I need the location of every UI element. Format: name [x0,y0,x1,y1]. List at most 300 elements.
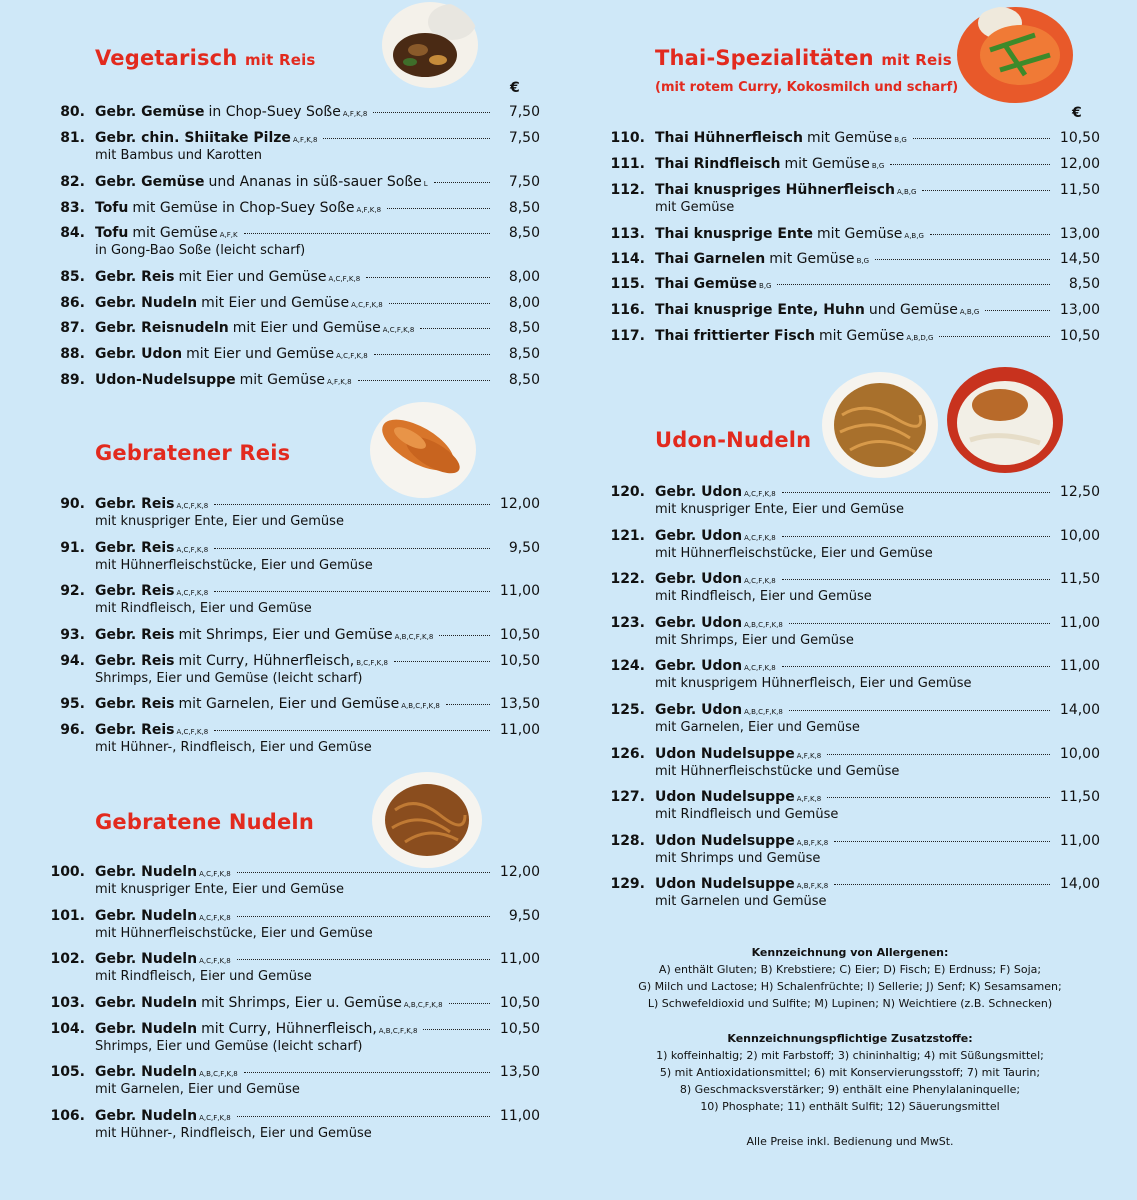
item-description: mit Rindfleisch, Eier und Gemüse [95,969,312,984]
item-allergens: A,B,C,F,K,8 [394,633,434,641]
leader-dots [834,884,1050,885]
item-number: 126. [610,746,645,762]
item-line [95,104,540,123]
item-price: 11,00 [1059,833,1100,849]
item-name: Thai Rindfleisch [655,156,781,172]
leader-dots [782,492,1050,493]
item-number: 129. [610,876,645,892]
item-allergens: A,F,K,8 [342,110,368,118]
item-name: Gebr. Reis [95,722,175,738]
menu-item [600,226,1100,248]
leader-dots [875,259,1050,260]
fried-noodles-photo [370,770,485,870]
menu-item [600,251,1100,273]
item-detail: mit Gemüse [784,156,870,172]
leader-dots [777,284,1050,285]
item-price: 10,00 [1059,528,1100,544]
item-price: 11,00 [499,583,540,599]
item-line [95,995,540,1014]
item-number: 122. [610,571,645,587]
item-description: mit Hühnerfleischstücke, Eier und Gemüse [655,546,933,561]
item-detail: mit Gemüse in Chop-Suey Soße [132,200,355,216]
item-name: Gebr. Nudeln [95,1064,198,1080]
menu-item [40,1064,540,1097]
item-name: Gebr. Nudeln [95,1108,198,1124]
thai-subtitle: (mit rotem Curry, Kokosmilch und scharf) [655,80,959,95]
item-price: 9,50 [508,540,540,556]
item-price: 14,00 [1059,702,1100,718]
item-number: 105. [50,1064,85,1080]
item-detail: mit Eier und Gemüse [178,269,327,285]
item-allergens: A,C,F,K,8 [351,301,383,309]
item-price: 8,00 [508,295,540,311]
item-number: 125. [610,702,645,718]
item-detail: mit Eier und Gemüse [186,346,335,362]
item-number: 111. [610,156,645,172]
item-name: Gebr. Nudeln [95,908,198,924]
item-price: 13,50 [499,1064,540,1080]
item-name: Gebr. Udon [655,528,743,544]
allergen-legend [600,944,1100,1012]
item-number: 85. [60,269,85,285]
item-allergens: A,C,F,K,8 [744,664,776,672]
additive-line: 5) mit Antioxidationsmittel; 6) mit Konservierungsstoff; 7) mit Taurin; [659,1066,1041,1079]
item-name: Udon-Nudelsuppe [95,372,236,388]
item-allergens: B,G [871,162,885,170]
price-footer: Alle Preise inkl. Bedienung und MwSt. [746,1135,954,1148]
item-number: 120. [610,484,645,500]
menu-item [40,225,540,258]
item-name: Gebr. chin. Shiitake Pilze [95,130,291,146]
item-allergens: A,C,F,K,8 [744,534,776,542]
item-name: Gebr. Reisnudeln [95,320,229,336]
leader-dots [237,1116,490,1117]
item-name: Udon Nudelsuppe [655,746,795,762]
item-allergens: A,B,G [959,308,980,316]
menu-item [40,104,540,126]
leader-dots [434,182,490,183]
item-price: 7,50 [508,130,540,146]
item-description: mit knuspriger Ente, Eier und Gemüse [655,502,904,517]
item-price: 10,50 [1059,130,1100,146]
item-number: 82. [60,174,85,190]
item-description: mit Rindfleisch, Eier und Gemüse [655,589,872,604]
item-name: Thai knuspriges Hühnerfleisch [655,182,895,198]
item-price: 12,50 [1059,484,1100,500]
section-title-nudeln: Gebratene Nudeln [95,810,314,834]
leader-dots [237,916,490,917]
item-name: Gebr. Gemüse [95,174,205,190]
additive-heading: Kennzeichnungspflichtige Zusatzstoffe: [727,1032,973,1045]
item-name: Gebr. Reis [95,496,175,512]
item-name: Thai knusprige Ente, Huhn [655,302,865,318]
item-number: 113. [610,226,645,242]
thai-curry-photo [955,5,1075,105]
item-price: 8,50 [508,320,540,336]
item-line [655,130,1100,149]
item-price: 8,50 [508,346,540,362]
item-number: 86. [60,295,85,311]
leader-dots [789,710,1050,711]
item-line [95,627,540,646]
allergen-line: G) Milch und Lactose; H) Schalenfrüchte; I) Sellerie; J) Senf; K) Sesamsamen; [638,980,1062,993]
item-price: 11,00 [1059,615,1100,631]
item-price: 13,50 [499,696,540,712]
item-description: mit Rindfleisch, Eier und Gemüse [95,601,312,616]
item-detail: und Ananas in süß-sauer Soße [208,174,422,190]
leader-dots [373,112,490,113]
menu-item [600,702,1100,735]
item-description: mit Gemüse [655,200,735,215]
leader-dots [374,354,490,355]
item-description: mit Hühner-, Rindfleisch, Eier und Gemüse [95,740,372,755]
menu-item [40,346,540,368]
item-line [655,276,1100,295]
item-allergens: A,F,K [219,231,238,239]
section-title-thai: Thai-Spezialitäten mit Reis [655,46,952,70]
additive-legend [600,1030,1100,1115]
leader-dots [439,635,490,636]
item-line [95,269,540,288]
item-description: mit Hühner-, Rindfleisch, Eier und Gemüse [95,1126,372,1141]
menu-item [600,876,1100,909]
menu-item [40,653,540,686]
menu-item [40,496,540,529]
item-price: 10,50 [499,653,540,669]
item-detail: mit Curry, Hühnerfleisch, [178,653,355,669]
menu-item [600,484,1100,517]
item-number: 116. [610,302,645,318]
item-number: 80. [60,104,85,120]
item-allergens: A,C,F,K,8 [199,1114,231,1122]
item-allergens: A,C,F,K,8 [199,957,231,965]
item-number: 87. [60,320,85,336]
item-description: mit knuspriger Ente, Eier und Gemüse [95,882,344,897]
allergen-heading: Kennzeichnung von Allergenen: [751,946,949,959]
menu-item [40,372,540,394]
item-allergens: A,C,F,K,8 [176,589,209,597]
item-allergens: A,C,F,K,8 [328,275,361,283]
item-name: Gebr. Udon [95,346,183,362]
menu-item [40,269,540,291]
item-price: 14,50 [1059,251,1100,267]
item-number: 127. [610,789,645,805]
section-title-reis: Gebratener Reis [95,441,291,465]
item-number: 81. [60,130,85,146]
leader-dots [782,579,1050,580]
item-number: 102. [50,951,85,967]
section-title-udon: Udon-Nudeln [655,428,812,452]
leader-dots [789,623,1050,624]
item-name: Thai knusprige Ente [655,226,814,242]
item-price: 11,00 [499,951,540,967]
item-allergens: A,B,D,G [906,334,934,342]
item-description: mit knusprigem Hühnerfleisch, Eier und Gemüse [655,676,972,691]
item-number: 128. [610,833,645,849]
item-price: 7,50 [508,174,540,190]
item-description: Shrimps, Eier und Gemüse (leicht scharf) [95,671,363,686]
item-line [655,251,1100,270]
item-number: 103. [50,995,85,1011]
item-allergens: A,F,K,8 [292,136,318,144]
leader-dots [389,303,490,304]
item-number: 115. [610,276,645,292]
leader-dots [387,208,490,209]
item-detail: mit Gemüse [239,372,325,388]
item-number: 121. [610,528,645,544]
leader-dots [323,138,490,139]
allergen-line: A) enthält Gluten; B) Krebstiere; C) Eier; D) Fisch; E) Erdnuss; F) Soja; [658,963,1042,976]
item-detail: mit Gemüse [769,251,855,267]
item-allergens: A,F,K,8 [796,752,822,760]
item-detail: mit Curry, Hühnerfleisch, [201,1021,377,1037]
item-detail: und Gemüse [868,302,958,318]
leader-dots [366,277,490,278]
item-price: 8,00 [508,269,540,285]
item-name: Thai Gemüse [655,276,758,292]
menu-item [40,951,540,984]
menu-item [600,156,1100,178]
menu-item [600,789,1100,822]
item-detail: mit Garnelen, Eier und Gemüse [178,696,400,712]
item-price: 11,00 [499,1108,540,1124]
menu-item [40,174,540,196]
leader-dots [244,1072,490,1073]
item-detail: in Chop-Suey Soße [208,104,341,120]
item-detail: mit Gemüse [806,130,893,146]
item-number: 110. [610,130,645,146]
item-name: Gebr. Reis [95,269,175,285]
item-allergens: A,F,K,8 [356,206,382,214]
item-price: 11,00 [1059,658,1100,674]
item-detail: mit Gemüse [817,226,903,242]
item-allergens: A,C,F,K,8 [336,352,368,360]
item-allergens: A,B,G [896,188,917,196]
item-description: mit Hühnerfleischstücke, Eier und Gemüse [95,558,373,573]
item-number: 95. [60,696,85,712]
menu-item [40,995,540,1017]
item-allergens: A,B,C,F,K,8 [403,1001,443,1009]
leader-dots [237,872,490,873]
leader-dots [394,661,490,662]
item-number: 112. [610,182,645,198]
leader-dots [449,1003,490,1004]
item-name: Tofu [95,200,129,216]
item-allergens: A,B,C,F,K,8 [199,1070,238,1078]
item-allergens: A,B,G [904,232,924,240]
menu-item [600,615,1100,648]
item-allergens: A,C,F,K,8 [199,870,231,878]
item-allergens: A,C,F,K,8 [176,546,209,554]
item-allergens: A,B,C,F,K,8 [744,621,783,629]
leader-dots [423,1029,490,1030]
leader-dots [446,704,490,705]
item-price: 7,50 [508,104,540,120]
item-name: Udon Nudelsuppe [655,789,795,805]
item-allergens: A,B,F,K,8 [796,882,829,890]
item-price: 10,50 [499,627,540,643]
item-name: Gebr. Nudeln [95,295,198,311]
item-price: 8,50 [1068,276,1100,292]
item-allergens: A,C,F,K,8 [744,490,776,498]
item-name: Gebr. Udon [655,615,743,631]
leader-dots [827,754,1050,755]
additive-line: 10) Phosphate; 11) enthält Sulfit; 12) Säuerungsmittel [700,1100,1000,1113]
item-allergens: A,B,C,F,K,8 [744,708,783,716]
menu-item [40,295,540,317]
item-description: mit Shrimps und Gemüse [655,851,821,866]
menu-item [600,276,1100,298]
item-detail: mit Gemüse [818,328,905,344]
leader-dots [985,310,1050,311]
item-line [655,328,1100,347]
menu-item [40,583,540,616]
item-allergens: B,C,F,K,8 [356,659,388,667]
item-number: 93. [60,627,85,643]
item-name: Gebr. Reis [95,653,175,669]
menu-item [40,540,540,573]
item-number: 106. [50,1108,85,1124]
item-number: 84. [60,225,85,241]
menu-item [40,627,540,649]
additive-line: 1) koffeinhaltig; 2) mit Farbstoff; 3) chininhaltig; 4) mit Süßungsmittel; [656,1049,1044,1062]
item-line [95,295,540,314]
item-price: 8,50 [508,372,540,388]
item-number: 117. [610,328,645,344]
leader-dots [214,504,490,505]
item-allergens: A,F,K,8 [796,795,822,803]
item-price: 11,00 [499,722,540,738]
item-line [655,302,1100,321]
item-line [95,346,540,365]
menu-item [600,571,1100,604]
udon-noodles-photo [820,370,940,480]
leader-dots [214,548,490,549]
item-price: 12,00 [499,864,540,880]
item-line [95,174,540,193]
menu-item [600,302,1100,324]
item-name: Gebr. Reis [95,540,175,556]
item-price: 10,50 [499,995,540,1011]
menu-item [600,658,1100,691]
item-description: mit Rindfleisch und Gemüse [655,807,839,822]
allergen-line: L) Schwefeldioxid und Sulfite; M) Lupinen; N) Weichtiere (z.B. Schnecken) [647,997,1053,1010]
item-line [95,200,540,219]
menu-item [600,130,1100,152]
item-description: mit Hühnerfleischstücke, Eier und Gemüse [95,926,373,941]
item-number: 88. [60,346,85,362]
menu-item [40,908,540,941]
item-number: 89. [60,372,85,388]
item-name: Gebr. Reis [95,627,175,643]
item-name: Gebr. Udon [655,571,743,587]
item-price: 14,00 [1059,876,1100,892]
item-allergens: A,C,F,K,8 [744,577,776,585]
item-number: 123. [610,615,645,631]
item-price: 12,00 [1059,156,1100,172]
item-name: Gebr. Gemüse [95,104,205,120]
item-allergens: L [423,180,428,188]
leader-dots [939,336,1050,337]
item-price: 8,50 [508,225,540,241]
menu-item [600,528,1100,561]
item-allergens: A,C,F,K,8 [176,502,209,510]
leader-dots [782,666,1050,667]
item-name: Thai frittierter Fisch [655,328,815,344]
leader-dots [214,591,490,592]
item-detail: mit Eier und Gemüse [232,320,381,336]
item-name: Gebr. Nudeln [95,951,198,967]
item-name: Gebr. Nudeln [95,864,198,880]
menu-item [600,833,1100,866]
item-allergens: A,B,F,K,8 [796,839,829,847]
item-number: 91. [60,540,85,556]
item-number: 96. [60,722,85,738]
menu-item [40,320,540,342]
item-allergens: B,G [894,136,907,144]
item-price: 12,00 [499,496,540,512]
leader-dots [827,797,1050,798]
item-description: mit Shrimps, Eier und Gemüse [655,633,854,648]
item-name: Thai Hühnerfleisch [655,130,803,146]
item-allergens: A,C,F,K,8 [199,914,231,922]
item-number: 83. [60,200,85,216]
item-description: mit Garnelen und Gemüse [655,894,827,909]
item-detail: mit Shrimps, Eier und Gemüse [178,627,393,643]
item-line [655,226,1100,245]
leader-dots [237,959,490,960]
item-allergens: B,G [856,257,870,265]
menu-item [40,200,540,222]
shrimp-udon-photo [945,365,1065,475]
item-name: Tofu [95,225,129,241]
additive-line: 8) Geschmacksverstärker; 9) enthält eine Phenylalaninquelle; [679,1083,1021,1096]
item-line [655,156,1100,175]
item-description: Shrimps, Eier und Gemüse (leicht scharf) [95,1039,363,1054]
item-allergens: A,C,F,K,8 [382,326,415,334]
item-name: Gebr. Udon [655,484,743,500]
leader-dots [214,730,490,731]
leader-dots [358,380,490,381]
item-price: 10,00 [1059,746,1100,762]
item-number: 104. [50,1021,85,1037]
item-name: Gebr. Nudeln [95,995,198,1011]
menu-item [40,864,540,897]
item-allergens: B,G [759,282,772,290]
item-allergens: A,B,C,F,K,8 [401,702,440,710]
menu-item [40,1021,540,1054]
menu-item [40,696,540,718]
menu-item [600,746,1100,779]
item-detail: mit Shrimps, Eier u. Gemüse [201,995,402,1011]
menu-item [600,328,1100,350]
item-line [95,320,540,339]
leader-dots [890,164,1050,165]
item-description: mit knuspriger Ente, Eier und Gemüse [95,514,344,529]
item-price: 9,50 [508,908,540,924]
item-number: 124. [610,658,645,674]
item-name: Gebr. Udon [655,702,743,718]
leader-dots [930,234,1050,235]
item-price: 10,50 [499,1021,540,1037]
item-price: 11,50 [1059,182,1100,198]
crispy-chicken-photo [368,400,478,500]
item-allergens: A,B,C,F,K,8 [378,1027,418,1035]
item-price: 11,50 [1059,789,1100,805]
item-description: mit Hühnerfleischstücke und Gemüse [655,764,900,779]
item-description: in Gong-Bao Soße (leicht scharf) [95,243,306,258]
item-number: 90. [60,496,85,512]
